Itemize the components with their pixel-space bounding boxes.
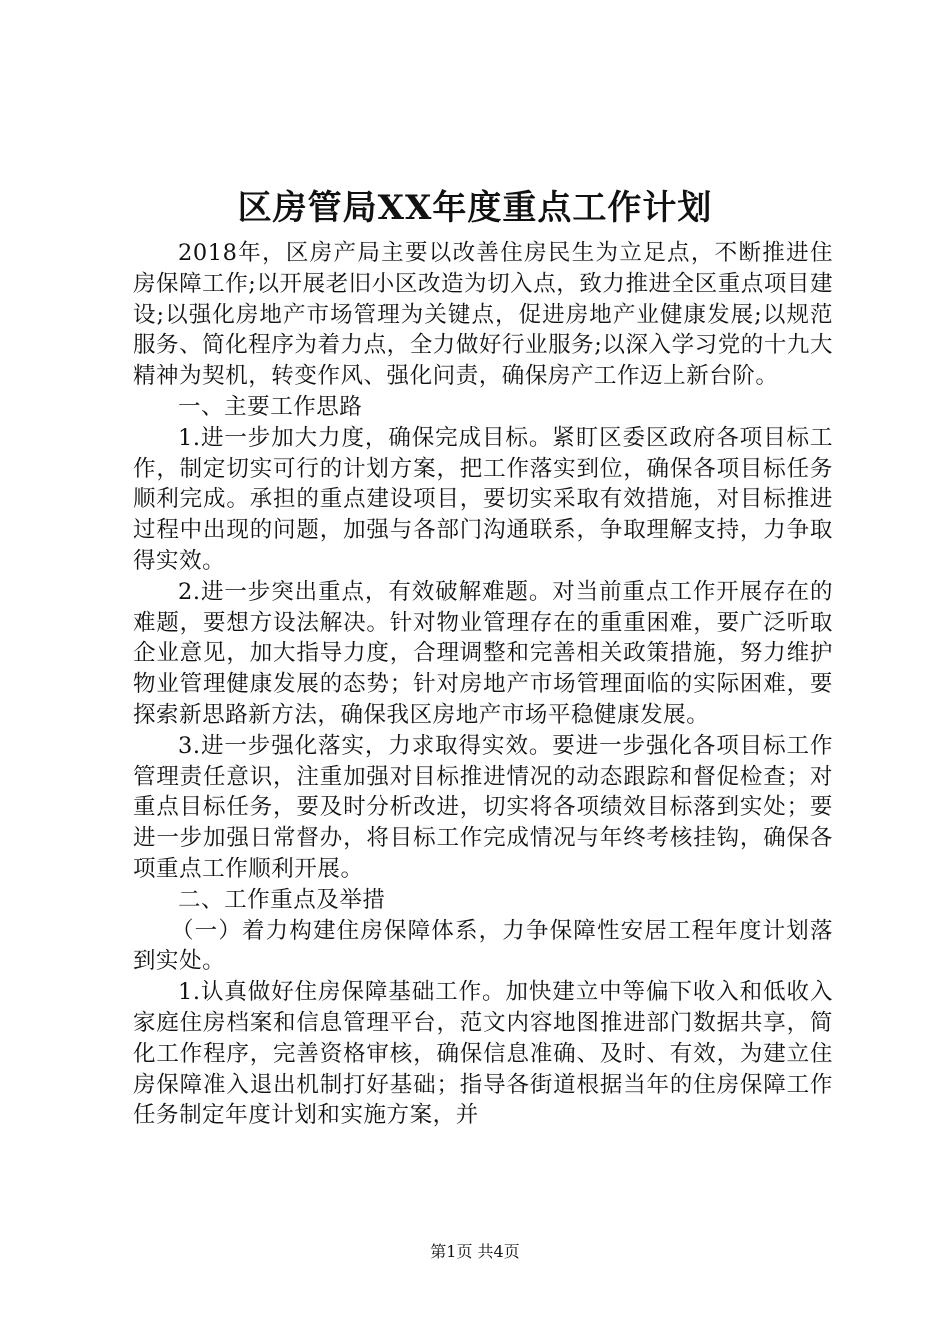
section-heading-2: 二、工作重点及举措 [178, 886, 386, 913]
document-title: 区房管局XX年度重点工作计划 [237, 188, 713, 228]
paragraph-subitem-1: 1.认真做好住房保障基础工作。加快建立中等偏下收入和低收入家庭住房档案和信息管理平台，范文内容地图推进部门数据共享，简化工作程序，完善资格审核，确保信息准确、及时、有效，为建立住房保障准入退出机制打好基础；指导各街道根据当年的住房保障工作任务制定年度计划和实施方案，并 [133, 979, 833, 1129]
section-heading-1: 一、主要工作思路 [178, 393, 363, 420]
page-footer: 第1页 共4页 [430, 1242, 520, 1261]
paragraph-item-3: 3.进一步强化落实，力求取得实效。要进一步强化各项目标工作管理责任意识，注重加强对目标推进情况的动态跟踪和督促检查；对重点目标任务，要及时分析改进，切实将各项绩效目标落到实处；要进一步加强日常督办，将目标工作完成情况与年终考核挂钩，确保各项重点工作顺利开展。 [133, 732, 833, 882]
paragraph-intro: 2018年，区房产局主要以改善住房民生为立足点，不断推进住房保障工作;以开展老旧小区改造为切入点，致力推进全区重点项目建设;以强化房地产市场管理为关键点，促进房地产业健康发展;以规范服务、简化程序为着力点，全力做好行业服务;以深入学习党的十九大精神为契机，转变作风、强化问责，确保房产工作迈上新台阶。 [133, 240, 833, 390]
document-body [133, 238, 833, 1131]
paragraph-item-2: 2.进一步突出重点，有效破解难题。对当前重点工作开展存在的难题，要想方设法解决。针对物业管理存在的重重困难，要广泛听取企业意见，加大指导力度，合理调整和完善相关政策措施，努力维护物业管理健康发展的态势；针对房地产市场管理面临的实际困难，要探索新思路新方法，确保我区房地产市场平稳健康发展。 [133, 578, 833, 728]
paragraph-item-1: 1.进一步加大力度，确保完成目标。紧盯区委区政府各项目标工作，制定切实可行的计划方案，把工作落实到位，确保各项目标任务顺利完成。承担的重点建设项目，要切实采取有效措施，对目标推进过程中出现的问题，加强与各部门沟通联系，争取理解支持，力争取得实效。 [133, 424, 833, 574]
subsection-heading-1: （一）着力构建住房保障体系，力争保障性安居工程年度计划落到实处。 [133, 917, 833, 975]
